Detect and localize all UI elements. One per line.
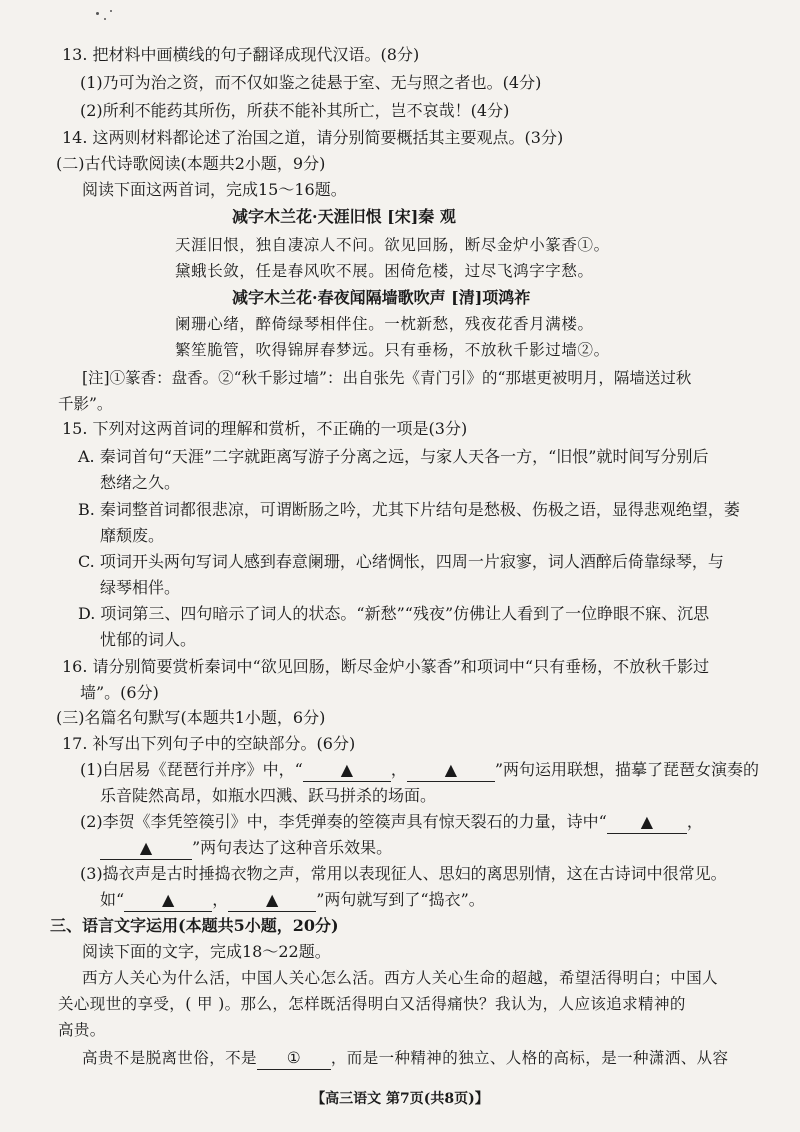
page-footer: 【高三语文 第7页(共8页)】 (311, 1091, 489, 1107)
option-d-line-1: D. 项词第三、四句暗示了词人的状态。“新愁”“残夜”仿佛让人看到了一位睁眼不寐、沉思 (78, 604, 710, 623)
question-17-sub-1 (80, 759, 759, 782)
sub-1-prefix: (1)白居易《琵琶行并序》中，“ (80, 760, 303, 779)
question-15-title: 15. 下列对这两首词的理解和赏析，不正确的一项是(3分) (62, 419, 468, 438)
question-16-line-2: 墙”。(6分) (80, 683, 159, 702)
poem-2-line-1: 阑珊心绪，醉倚绿琴相伴住。一枕新愁，残夜花香月满楼。 (175, 315, 594, 333)
poem-1-line-1: 天涯旧恨，独自凄凉人不问。欲见回肠，断尽金炉小篆香①。 (175, 236, 610, 254)
poem-1-line-2: 黛蛾长敛，任是春风吹不展。困倚危楼，过尽飞鸿字字愁。 (175, 262, 594, 280)
option-b-line-1: B. 秦词整首词都很悲凉，可谓断肠之吟，尤其下片结句是愁极、伤极之语，显得悲观绝望，萎 (78, 500, 740, 519)
section-2-heading: (二)古代诗歌阅读(本题共2小题，9分) (56, 154, 326, 173)
blank-2b[interactable]: ▲ (100, 837, 192, 860)
section-language-heading: 三、语言文字运用(本题共5小题，20分) (50, 916, 339, 935)
option-d-line-2: 忧郁的词人。 (100, 630, 197, 649)
p2-suffix: ，而是一种精神的独立、人格的高标，是一种潇洒、从容 (330, 1049, 729, 1067)
question-17-sub-3-cont (100, 889, 485, 912)
option-c-line-2: 绿琴相伴。 (100, 578, 181, 597)
question-14-title: 14. 这两则材料都论述了治国之道，请分别简要概括其主要观点。(3分) (62, 128, 564, 147)
blank-1b[interactable]: ▲ (407, 759, 495, 782)
option-a-line-1: A. 秦词首句“天涯”二字就距离写游子分离之远，与家人天各一方，“旧恨”就时间写分别后 (78, 447, 709, 466)
option-c-line-1: C. 项词开头两句写词人感到春意阑珊，心绪惆怅，四周一片寂寥，词人酒醉后倚靠绿琴，与 (78, 552, 724, 571)
question-17-title: 17. 补写出下列句子中的空缺部分。(6分) (62, 734, 356, 753)
sub-3-prefix: 如“ (100, 890, 125, 909)
question-17-sub-3: (3)捣衣声是古时捶捣衣物之声，常用以表现征人、思妇的离思别情，这在古诗词中很常见。 (80, 864, 727, 883)
question-17-sub-2 (80, 811, 703, 834)
sub-3-sep: ， (212, 890, 229, 909)
passage-p1-line-3: 高贵。 (58, 1021, 106, 1039)
p2-prefix: 高贵不是脱离世俗，不是 (82, 1049, 257, 1067)
blank-3b[interactable]: ▲ (228, 889, 316, 912)
poem-2-title: 减字木兰花·春夜闻隔墙歌吹声 [清]项鸿祚 (232, 288, 531, 307)
blank-1a[interactable]: ▲ (303, 759, 391, 782)
annotation-line-2: 千影”。 (58, 395, 113, 413)
option-a-line-2: 愁绪之久。 (100, 473, 181, 492)
question-13-title: 13. 把材料中画横线的句子翻译成现代汉语。(8分) (62, 45, 420, 64)
passage-p2-line-1 (82, 1047, 728, 1070)
question-16-line-1: 16. 请分别简要赏析秦词中“欲见回肠，断尽金炉小篆香”和项词中“只有垂杨，不放秋千影过 (62, 657, 710, 676)
poem-1-title: 减字木兰花·天涯旧恨 [宋]秦 观 (232, 207, 456, 226)
blank-3a[interactable]: ▲ (124, 889, 212, 912)
sub-3-suffix: ”两句就写到了“捣衣”。 (316, 890, 485, 909)
question-17-sub-1-cont: 乐音陡然高昂，如瓶水四溅、跃马拼杀的场面。 (100, 786, 437, 805)
section-3-heading: (三)名篇名句默写(本题共1小题，6分) (56, 708, 326, 727)
blank-2a[interactable]: ▲ (607, 811, 687, 834)
question-13-sub-2: (2)所利不能药其所伤，所获不能补其所亡，岂不哀哉！(4分) (80, 101, 510, 120)
sub-1-suffix: ”两句运用联想，描摹了琵琶女演奏的 (494, 760, 760, 779)
sub-2-suffix: ”两句表达了这种音乐效果。 (192, 838, 393, 857)
section-2-intro: 阅读下面这两首词，完成15～16题。 (82, 180, 347, 199)
sub-1-sep: ， (390, 760, 407, 779)
scan-speck (110, 10, 112, 12)
scan-speck (104, 18, 106, 20)
option-b-line-2: 靡颓废。 (100, 526, 165, 545)
passage-p1-line-2: 关心现世的享受，( 甲 )。那么，怎样既活得明白又活得痛快？我认为，人应该追求精神的 (58, 995, 686, 1013)
passage-p1-line-1: 西方人关心为什么活，中国人关心怎么活。西方人关心生命的超越，希望活得明白；中国人 (82, 969, 719, 987)
sub-2-sep: ， (686, 812, 703, 831)
question-13-sub-1: (1)乃可为治之资，而不仅如鉴之徒悬于室、无与照之者也。(4分) (80, 73, 542, 92)
blank-passage-1[interactable]: ① (257, 1047, 331, 1070)
annotation-line-1: [注]①篆香：盘香。②“秋千影过墙”：出自张先《青门引》的“那堪更被明月，隔墙送过秋 (82, 369, 692, 387)
scan-speck (96, 12, 99, 15)
section-language-intro: 阅读下面的文字，完成18～22题。 (82, 942, 331, 961)
poem-2-line-2: 繁笙脆管，吹得锦屏春梦远。只有垂杨，不放秋千影过墙②。 (175, 341, 610, 359)
question-17-sub-2-cont (100, 837, 392, 860)
sub-2-prefix: (2)李贺《李凭箜篌引》中，李凭弹奏的箜篌声具有惊天裂石的力量，诗中“ (80, 812, 607, 831)
